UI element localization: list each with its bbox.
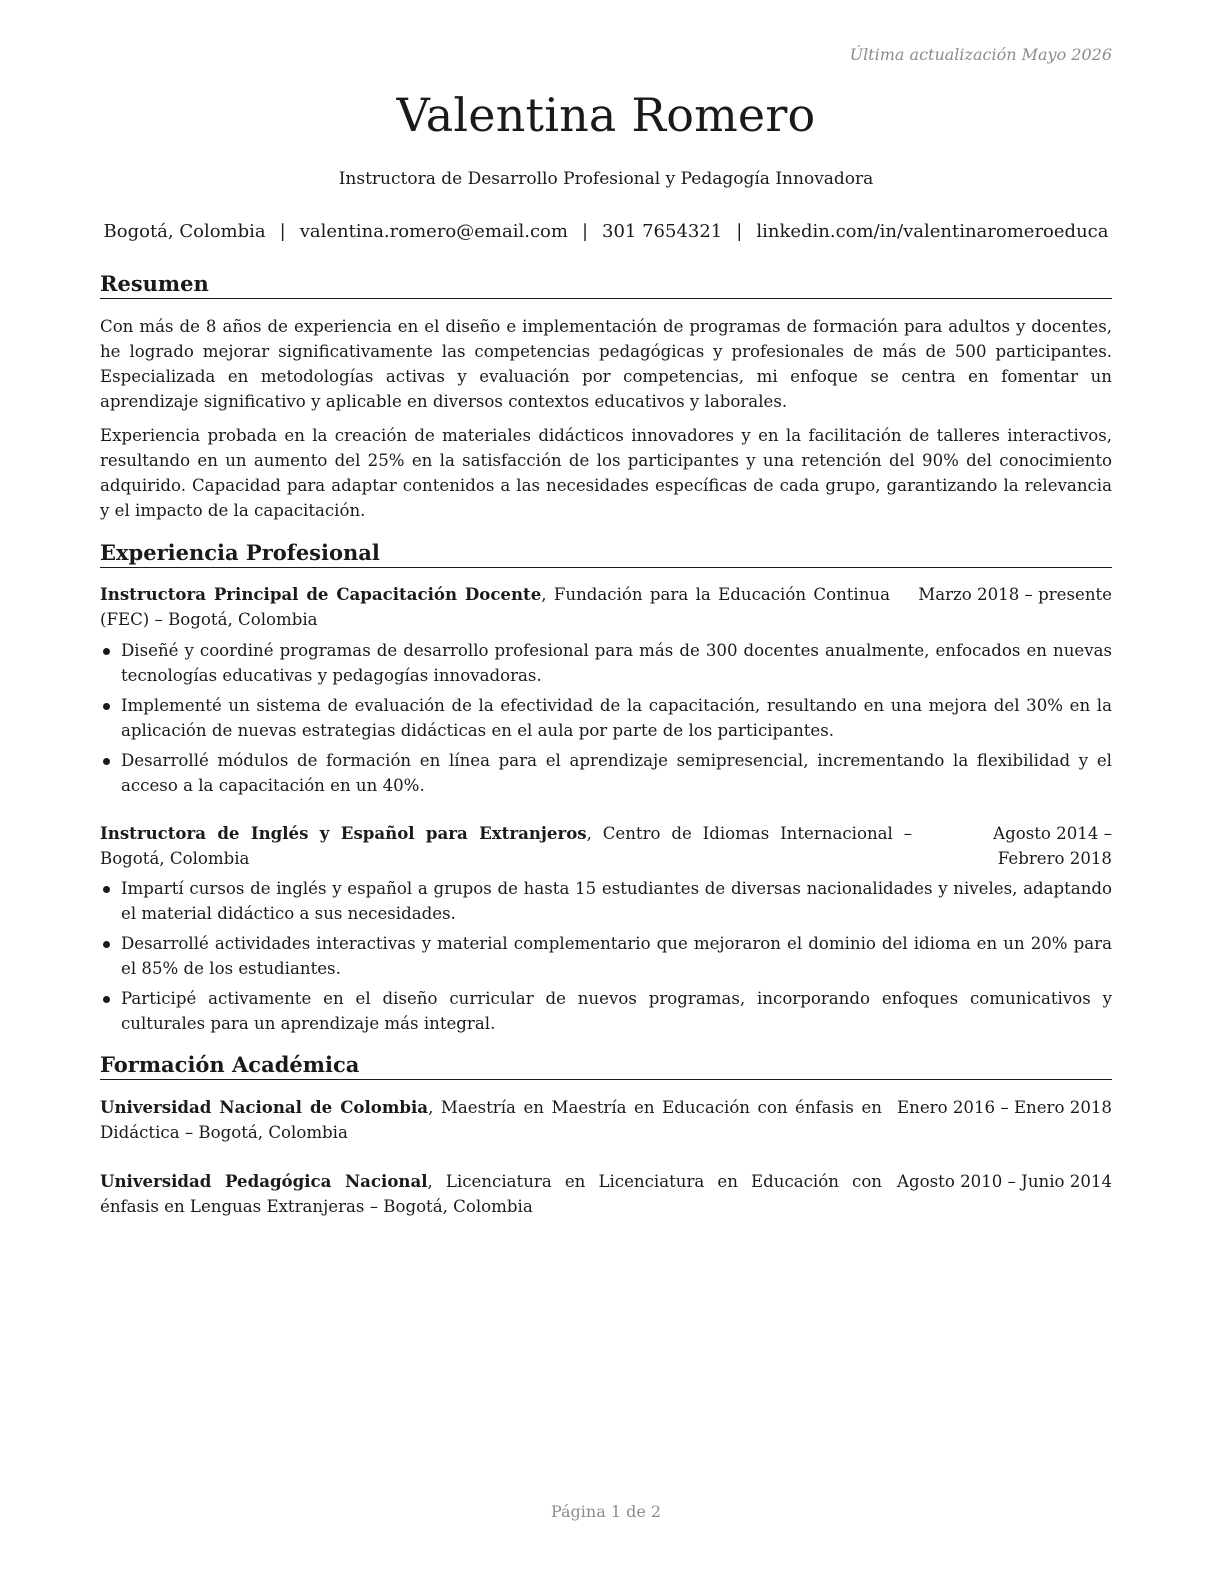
bullet-icon xyxy=(103,996,110,1003)
section-title-summary: Resumen xyxy=(100,271,1112,299)
list-item xyxy=(100,931,1112,981)
bullet-text: Implementé un sistema de evaluación de la efectividad de la capacitación, resultando en una mejora del 30% en la aplicación de nuevas estrategias didácticas en el aula por parte de los participantes. xyxy=(121,696,1112,740)
education-degree: , Maestría en Maestría en Educación con énfasis en Didáctica – Bogotá, Colombia xyxy=(100,1098,882,1142)
candidate-name: Valentina Romero xyxy=(396,88,816,142)
job-organization: , Centro de Idiomas Internacional – Bogotá, Colombia xyxy=(100,824,912,868)
list-item xyxy=(100,986,1112,1036)
contact-phone: 301 7654321 xyxy=(602,221,723,242)
job-organization: , Fundación para la Educación Continua (FEC) – Bogotá, Colombia xyxy=(100,585,890,629)
education-dates: Agosto 2010 – Junio 2014 xyxy=(897,1172,1112,1191)
contact-line xyxy=(100,221,1112,242)
contact-separator: | xyxy=(736,221,743,242)
education-title-line xyxy=(100,1095,882,1145)
job-role: Instructora Principal de Capacitación Docente xyxy=(100,584,542,604)
bullet-text: Diseñé y coordiné programas de desarrollo profesional para más de 300 docentes anualmente, enfocados en nuevas tecnologías educativas y pedagogías innovadoras. xyxy=(121,641,1112,685)
job-bullets xyxy=(100,638,1112,803)
bullet-icon xyxy=(103,648,110,655)
education-dates: Enero 2016 – Enero 2018 xyxy=(897,1098,1112,1117)
job-header xyxy=(100,821,1112,871)
summary-paragraph-2: Experiencia probada en la creación de materiales didácticos innovadores y en la facilitación de talleres interactivos, resultando en un aumento del 25% en la satisfacción de los participantes y una retención del 90% del conocimiento adquirido. Capacidad para adaptar contenidos a las necesidades específicas de cada grupo, garantizando la relevancia y el impacto de la capacitación. xyxy=(100,426,1112,520)
job-dates: Marzo 2018 – presente xyxy=(918,585,1112,604)
list-item xyxy=(100,638,1112,688)
job-title-line xyxy=(100,582,890,632)
education-entry xyxy=(100,1095,1112,1145)
bullet-icon xyxy=(103,886,110,893)
education-entry xyxy=(100,1169,1112,1219)
job-title-line xyxy=(100,821,912,871)
summary-paragraph-1: Con más de 8 años de experiencia en el diseño e implementación de programas de formación para adultos y docentes, he logrado mejorar significativamente las competencias pedagógicas y profesionales de más de 500 participantes. Especializada en metodologías activas y evaluación por competencias, mi enfoque se centra en fomentar un aprendizaje significativo y aplicable en diversos contextos educativos y laborales. xyxy=(100,317,1112,411)
job-bullets xyxy=(100,876,1112,1041)
bullet-icon xyxy=(103,758,110,765)
bullet-text: Impartí cursos de inglés y español a grupos de hasta 15 estudiantes de diversas nacionalidades y niveles, adaptando el material didáctico a sus necesidades. xyxy=(121,879,1112,923)
resume-page xyxy=(100,0,1112,1584)
last-updated-note: Última actualización Mayo 2026 xyxy=(849,45,1112,64)
contact-separator: | xyxy=(279,221,286,242)
section-title-experience: Experiencia Profesional xyxy=(100,540,1112,568)
contact-separator: | xyxy=(581,221,589,242)
education-school: Universidad Pedagógica Nacional xyxy=(100,1171,428,1191)
job-role: Instructora de Inglés y Español para Extranjeros xyxy=(100,823,587,843)
contact-email[interactable]: valentina.romero@email.com xyxy=(299,221,568,242)
contact-linkedin[interactable]: linkedin.com/in/valentinaromeroeduca xyxy=(756,221,1109,242)
education-degree: , Licenciatura en Licenciatura en Educación con énfasis en Lenguas Extranjeras – Bogotá, Colombia xyxy=(100,1172,882,1216)
bullet-text: Participé activamente en el diseño curricular de nuevos programas, incorporando enfoques comunicativos y culturales para un aprendizaje más integral. xyxy=(121,989,1112,1033)
page-number: Página 1 de 2 xyxy=(550,1502,662,1521)
bullet-icon xyxy=(103,941,110,948)
job-header xyxy=(100,582,1112,632)
contact-location: Bogotá, Colombia xyxy=(103,221,266,242)
list-item xyxy=(100,748,1112,798)
bullet-icon xyxy=(103,703,110,710)
candidate-tagline: Instructora de Desarrollo Profesional y Pedagogía Innovadora xyxy=(338,169,874,189)
bullet-text: Desarrollé módulos de formación en línea para el aprendizaje semipresencial, incrementando la flexibilidad y el acceso a la capacitación en un 40%. xyxy=(121,751,1112,795)
list-item xyxy=(100,693,1112,743)
education-title-line xyxy=(100,1169,882,1219)
job-dates: Agosto 2014 – Febrero 2018 xyxy=(993,824,1112,868)
list-item xyxy=(100,876,1112,926)
section-title-education: Formación Académica xyxy=(100,1052,1112,1080)
bullet-text: Desarrollé actividades interactivas y material complementario que mejoraron el dominio del idioma en un 20% para el 85% de los estudiantes. xyxy=(121,934,1112,978)
education-school: Universidad Nacional de Colombia xyxy=(100,1097,429,1117)
